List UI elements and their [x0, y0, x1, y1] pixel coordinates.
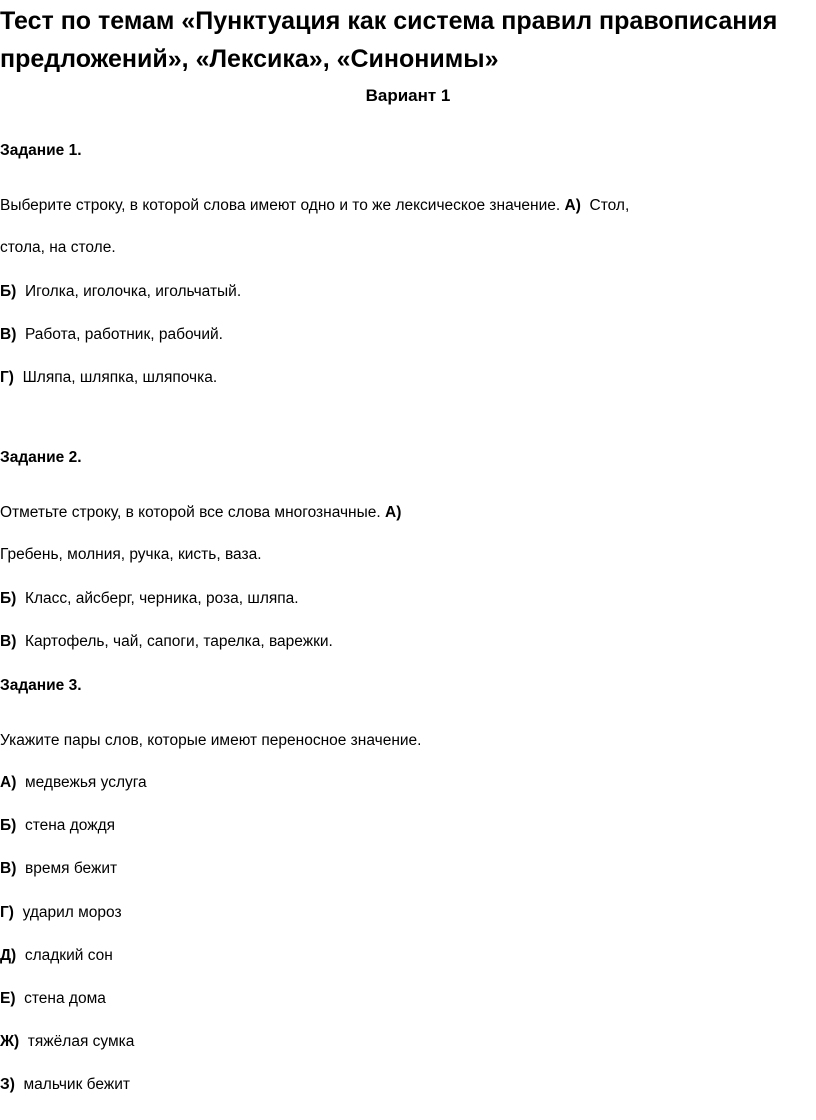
task3-question: Укажите пары слов, которые имеют переносное значение. [0, 732, 422, 749]
task1-option-a-continued [0, 238, 116, 258]
task3-option-letter: В) [0, 860, 17, 878]
task1-option-c [0, 325, 223, 345]
task3-heading: Задание 3. [0, 677, 82, 694]
task3-option [0, 859, 117, 879]
task2-option-a-letter: А) [385, 504, 402, 521]
task2-question-line [0, 503, 401, 523]
task3-option-text: мальчик бежит [23, 1076, 130, 1094]
task1-option-c-letter: В) [0, 326, 17, 343]
task3-option-letter: Е) [0, 990, 16, 1007]
document-title: Тест по темам «Пунктуация как система правил правописания предложений», «Лексика», «Синонимы» [0, 7, 778, 73]
task1-option-d-text: Шляпа, шляпка, шляпочка. [22, 369, 218, 386]
task3-option-letter: Б) [0, 817, 17, 835]
task1-question: Выберите строку, в которой слова имеют одно и то же лексическое значение. [0, 197, 561, 214]
task2-option-c-letter: В) [0, 633, 17, 650]
task3-option-text: медвежья услуга [24, 774, 147, 791]
task3-option-text: сладкий сон [24, 946, 113, 964]
task2-option-a-text: Гребень, молния, ручка, кисть, ваза. [0, 546, 262, 563]
task1-option-c-text: Работа, работник, рабочий. [24, 326, 223, 343]
task1-option-b-letter: Б) [0, 283, 17, 300]
task2-option-a [0, 545, 262, 565]
task3-option [0, 773, 147, 793]
task3-option-letter: З) [0, 1076, 15, 1094]
task2-option-b [0, 589, 299, 609]
task2-option-c [0, 632, 333, 652]
task3-option [0, 1075, 130, 1095]
task2-option-b-text: Класс, айсберг, черника, роза, шляпа. [24, 590, 299, 607]
task1-option-a-text: Стол, [589, 197, 630, 214]
task2-question: Отметьте строку, в которой все слова многозначные. [0, 504, 381, 521]
task3-option-letter: А) [0, 774, 17, 791]
variant-heading: Вариант 1 [365, 86, 451, 105]
task3-option-text: тяжёлая сумка [27, 1033, 135, 1051]
task1-option-b [0, 282, 241, 302]
task3-option [0, 1032, 134, 1052]
task2-heading: Задание 2. [0, 449, 82, 466]
task3-option-letter: Г) [0, 903, 14, 921]
task3-option [0, 903, 122, 923]
task3-option-text: ударил мороз [22, 903, 122, 921]
task3-option-text: стена дома [24, 990, 106, 1007]
task1-option-d-letter: Г) [0, 369, 14, 386]
task2-option-c-text: Картофель, чай, сапоги, тарелка, варежки. [24, 633, 333, 650]
task3-option [0, 989, 106, 1009]
task3-option-text: стена дождя [24, 817, 116, 835]
task1-option-a-text-cont: стола, на столе. [0, 239, 116, 256]
task1-option-b-text: Иголка, иголочка, игольчатый. [24, 283, 242, 300]
task1-question-line [0, 196, 629, 216]
task3-option-text: время бежит [24, 860, 118, 878]
task1-option-a-letter: А) [564, 197, 581, 214]
task1-heading: Задание 1. [0, 142, 82, 159]
task3-option [0, 946, 113, 966]
task2-option-b-letter: Б) [0, 590, 17, 607]
task3-option-letter: Д) [0, 946, 17, 964]
task3-option-letter: Ж) [0, 1033, 20, 1051]
task3-option [0, 816, 115, 836]
task1-option-d [0, 368, 217, 388]
